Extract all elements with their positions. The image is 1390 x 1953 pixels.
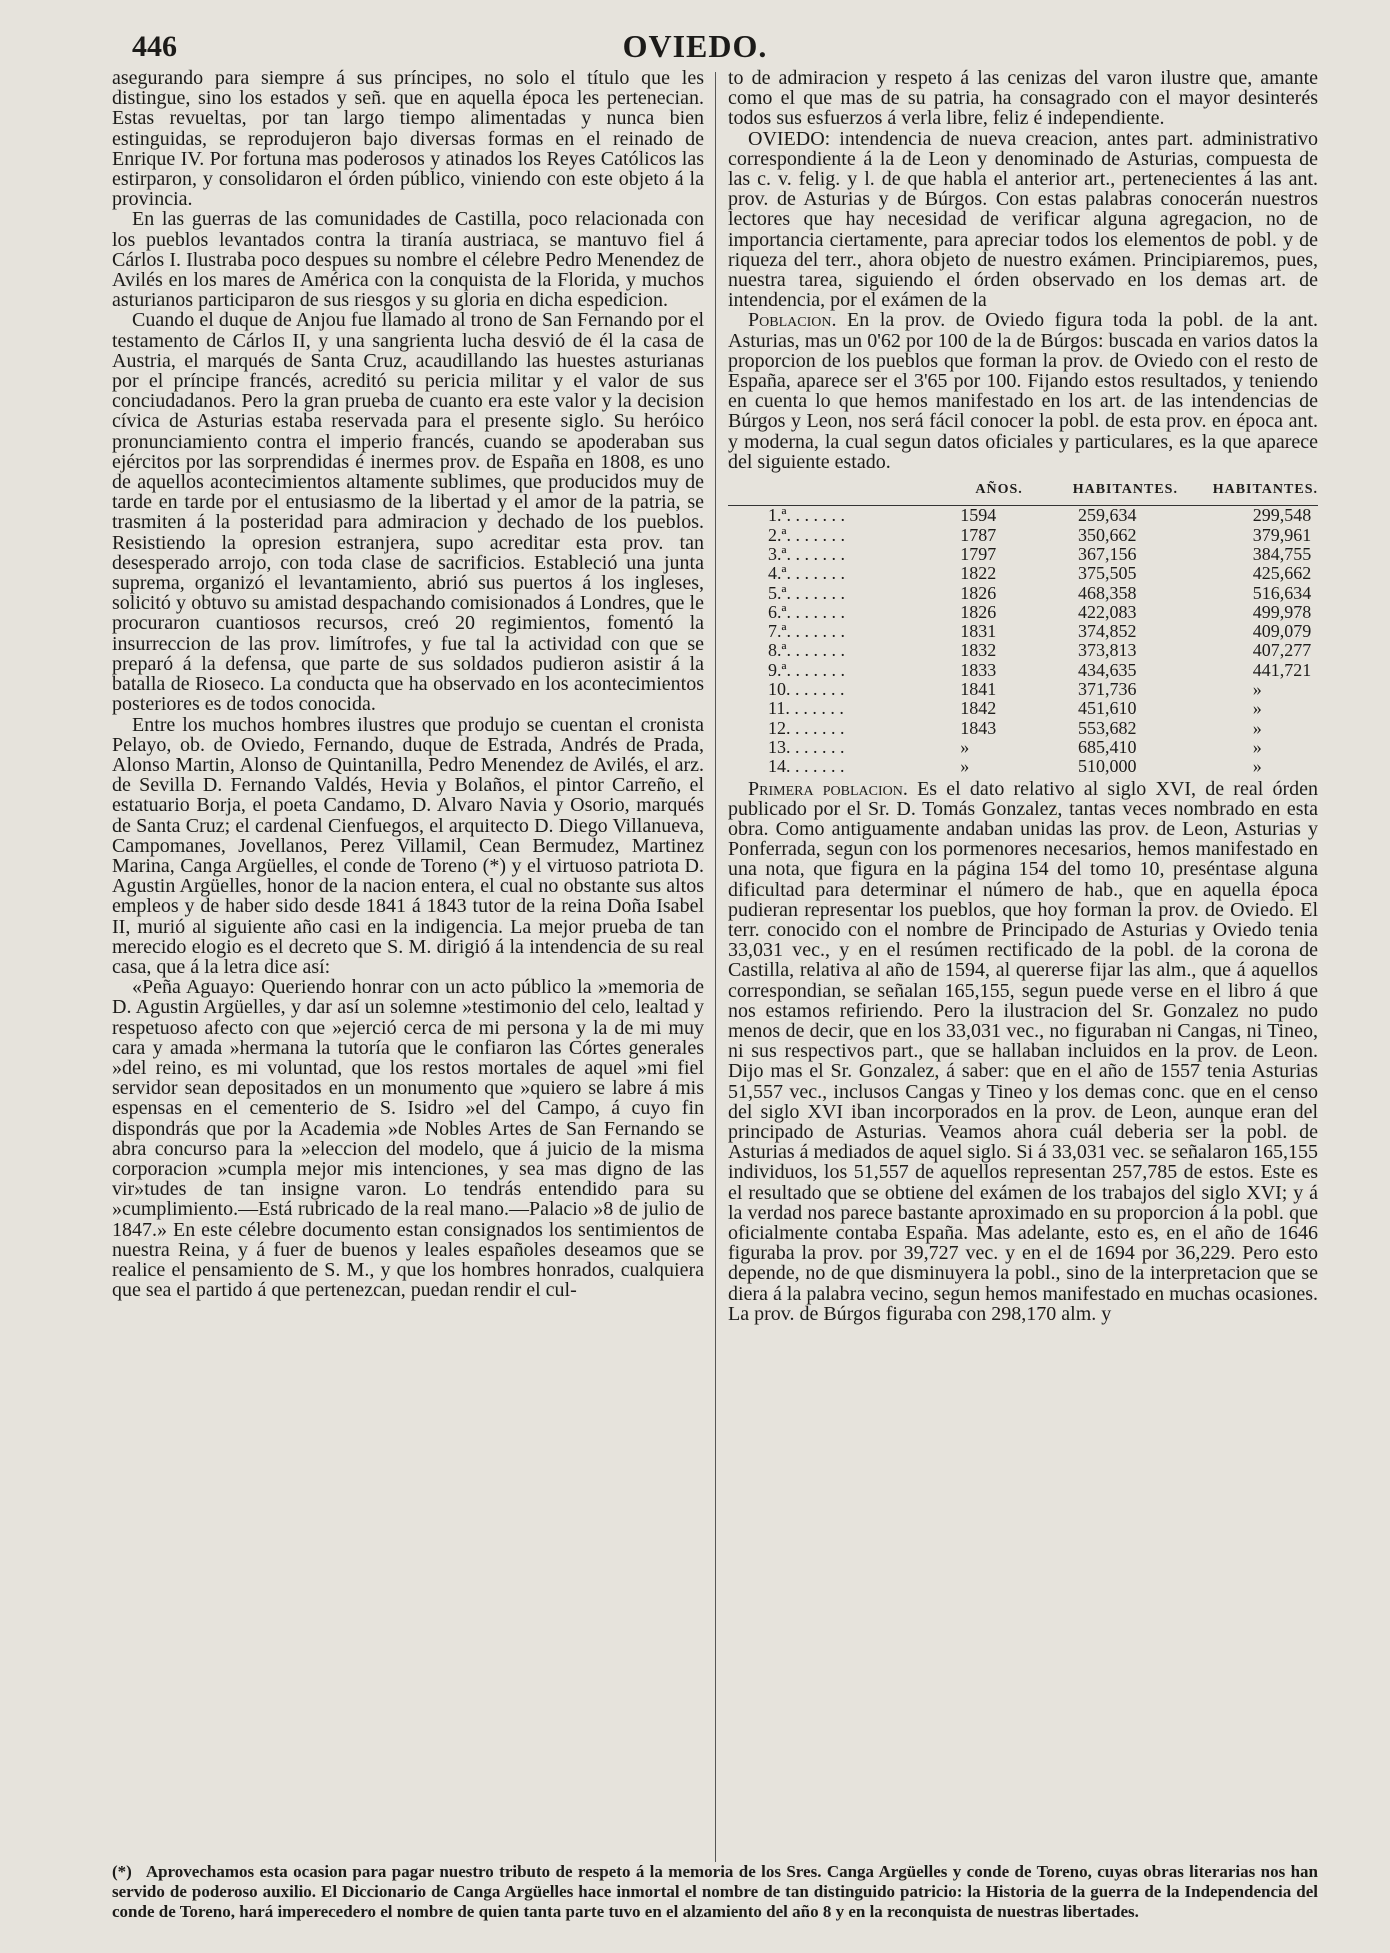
paragraph-text: Es el dato relativo al siglo XVI, de real órden publicado por el Sr. D. Tomás Gonzalez, tantas veces nombrado en esta obra. Como antiguamente andaban unidas las prov. de Leon, Asturias y Ponferrada, segun con los pormenores necesarios, hemos manifestado en una nota, que figura en la página 154 del tomo 10, preséntase alguna dificultad para determinar el número de hab., que en aquella época pudieran representar los pueblos, que hoy forman la prov. de Oviedo. El terr. conocido con el nombre de Principado de Asturias y Oviedo tenia 33,031 vec., y en el resúmen rectificado de la pobl. de la corona de Castilla, relativa al año de 1594, al quererse fijar las alm., que á aquellos correspondian, se señalan 165,155, segun puede verse en el libro á que nos estamos refiriendo. Pero la ilustracion del Sr. Gonzalez no pudo menos de decir, que en los 33,031 vec., no figuraban ni Cangas, ni Tineo, ni sus respectivos part., que se hallaban incluidos en la prov. de Leon. Dijo mas el Sr. Gonzalez, á saber: que en el año de 1557 tenia Asturias 51,557 vec., inclusos Cangas y Tineo y los demas conc. que en el censo del siglo XVI iban incorporados en la prov. de Leon, aunque eran del principado de Asturias. Veamos ahora cuál deberia ser la pobl. de Asturias á mediados de aquel siglo. Si á 33,031 vec. se señalaron 165,155 individuos, los 51,557 de aquellos representan 257,785 de estos. Este es el resultado que se obtiene del exámen de los trabajos del siglo XVI; y á la verdad nos parece bastante aproximado en su proporcion á la pobl. que oficialmente contaba España. Mas adelante, esto es, en el año de 1646 figuraba la prov. por 39,727 vec. y en el de 1694 por 36,229. Pero esto depende, no de que disminuyera la pobl., sino de la interpretacion que se diera á la palabra vecino, segun hemos manifestado en muchas ocasiones. La prov. de Búrgos figuraba con 298,170 alm. y bbox=[728, 777, 1318, 1325]
table-cell: 14. . . . . . . bbox=[768, 756, 845, 777]
population-table bbox=[728, 480, 1318, 776]
table-row bbox=[728, 545, 1318, 564]
table-cell: 367,156 bbox=[1077, 543, 1137, 564]
table-row bbox=[728, 603, 1318, 622]
column-divider bbox=[715, 72, 716, 1862]
page-header bbox=[0, 24, 1390, 68]
table-cell: » bbox=[960, 736, 970, 757]
table-cell: 12. . . . . . . bbox=[768, 717, 845, 738]
table-cell: 11. . . . . . . bbox=[768, 698, 844, 719]
table-cell: 1841 bbox=[960, 679, 997, 700]
table-cell: » bbox=[1252, 756, 1262, 777]
paragraph: En las guerras de las comunidades de Castilla, poco relacionada con los pueblos levantados contra la tiranía austriaca, se mantuvo fiel á Cárlos I. Ilustraba poco despues su nombre el célebre Pedro Menendez de Avilés en los mares de América con la conquista de la Florida, y muchos asturianos participaron de sus riesgos y su gloria en dicha espedicion. bbox=[112, 208, 704, 312]
page-number: 446 bbox=[132, 30, 177, 63]
table-cell: 5.ª. . . . . . . bbox=[768, 582, 845, 603]
table-cell: 468,358 bbox=[1077, 582, 1137, 603]
table-cell: 499,978 bbox=[1252, 601, 1312, 622]
table-row bbox=[728, 641, 1318, 660]
paragraph: Entre los muchos hombres ilustres que produjo se cuentan el cronista Pelayo, ob. de Oviedo, Fernando, duque de Estrada, Andrés de Prada, Alonso Martin, Alonso de Quintanilla, Pedro Menendez de Avilés, el arz. de Sevilla D. Fernando Valdés, Hevia y Bolaños, el pintor Carreño, el estatuario Borja, el poeta Candamo, D. Alvaro Navia y Osorio, marqués de Santa Cruz; el cardenal Cienfuegos, el arquitecto D. Diego Villanueva, Campomanes, Jovellanos, Perez Villamil, Cean Bermudez, Martinez Marina, Canga Argüelles, el conde de Toreno (*) y el virtuoso patriota D. Agustin Argüelles, honor de la nacion entera, el cual no obstante sus altos empleos y de haber sido desde 1841 á 1843 tutor de la reina Doña Isabel II, murió al siguiente año casi en la indigencia. La mejor prueba de tan merecido elogio es el decreto que S. M. dirigió á la intendencia de su real casa, que á la letra dice así: bbox=[112, 713, 704, 978]
table-cell: 1833 bbox=[960, 659, 997, 680]
table-row bbox=[728, 719, 1318, 738]
paragraph bbox=[728, 68, 1318, 129]
quoted-decree: «Peña Aguayo: Queriendo honrar con un acto público la »memoria de D. Agustin Argüelles, y dar así un solemne »testimonio del celo, lealtad y respetuoso afecto con que »ejerció cerca de mi persona y la de mi muy cara y amada »hermana la tutoría que le confiaron las Córtes generales »del reino, es mi voluntad, que los restos mortales de aquel »mi fiel servidor sean depositados en un monumento que »quiero se labre á mis espensas en el cementerio de S. Isidro »el del Campo, á cuyo fin dispondrás que por la Academia »de Nobles Artes de San Fernando se abra concurso para la »eleccion del modelo, que á juicio de la misma corporacion »cumpla mejor mis intenciones, y sea mas digno de las vir»tudes de tan insigne varon. Lo tendrás entendido para su »cumplimiento.—Está rubricado de la real mano.—Palacio »8 de julio de 1847.» En este célebre documento estan consignados los sentimientos de nuestra Reina, y á fuer de buenos y leales españoles deseamos que se realice el pensamiento de S. M., y que los hombres honrados, cualquiera que sea el partido á que pertenezcan, puedan rendir el cul- bbox=[112, 976, 704, 1302]
table-cell: 6.ª. . . . . . . bbox=[768, 601, 845, 622]
section-lead: OVIEDO: bbox=[748, 127, 831, 150]
table-header-cell bbox=[728, 480, 960, 506]
table-cell: 510,000 bbox=[1077, 756, 1137, 777]
paragraph-text: intendencia de nueva creacion, antes part. administrativo correspondiente á la de Leon y denominado de Asturias, compuesta de las c. v. felig. y l. de que habla el anterior art., pertenecientes á las ant. prov. de Asturias y de Búrgos. Con estas palabras conocerán nuestros lectores que hay necesidad de verificar alguna agregacion, no de importancia ciertamente, para apreciar todos los elementos de pobl. y de riqueza del terr., ahora objeto de nuestro exámen. Principiaremos, pues, nuestra tarea, siguiendo el órden observado en los demas art. de intendencia, por el exámen de la bbox=[728, 127, 1318, 312]
table-cell: 13. . . . . . . bbox=[768, 736, 845, 757]
table-cell: 1797 bbox=[960, 543, 997, 564]
table-cell: 441,721 bbox=[1252, 659, 1312, 680]
table-cell: 1826 bbox=[960, 601, 997, 622]
table-row bbox=[728, 506, 1318, 526]
table-cell: 1843 bbox=[960, 717, 997, 738]
table-cell: 375,505 bbox=[1077, 563, 1137, 584]
table-cell: » bbox=[960, 756, 970, 777]
paragraph-text: En la prov. de Oviedo figura toda la pobl. de la ant. Asturias, mas un 0'62 por 100 de la de Búrgos: buscada en varios datos la proporcion de los pueblos que forman la prov. de Oviedo con el resto de España, aparece ser el 3'65 por 100. Fijando estos resultados, y teniendo en cuenta lo que hemos manifestado en los art. de las intendencias de Búrgos y Leon, nos será fácil conocer la pobl. de esta prov. en época ant. y moderna, la cual segun datos oficiales y particulares, es la que aparece del siguiente estado. bbox=[728, 309, 1318, 473]
paragraph: asegurando para siempre á sus príncipes, no solo el título que les distingue, sino los estados y señ. que en aquella época les pertenecian. Estas revueltas, por tan largo tiempo alimentadas y nunca bien estinguidas, se reprodujeron bajo diversas formas en el reinado de Enrique IV. Por fortuna mas poderosos y atinados los Reyes Católicos las estirparon, y consolidaron el órden público, viniendo con este objeto á la provincia. bbox=[112, 67, 704, 211]
footnote-text: Aprovechamos esta ocasion para pagar nuestro tributo de respeto á la memoria de los Sres. Canga Argüelles y conde de Toreno, cuyas obras literarias nos han servido de poderoso auxilio. El Diccionario de Canga Argüelles hace inmortal el nombre de tan distinguido patricio: la Historia de la guerra de la Independencia del conde de Toreno, hará imperecedero el nombre de quien tanta parte tuvo en el alzamiento del año 8 y en la reconquista de nuestras libertades. bbox=[112, 1862, 1318, 1921]
table-cell: 516,634 bbox=[1252, 582, 1312, 603]
table-cell: 374,852 bbox=[1077, 621, 1137, 642]
table-row bbox=[728, 661, 1318, 680]
table-cell: » bbox=[1252, 736, 1262, 757]
table-header-cell: HABITANTES. bbox=[1038, 480, 1213, 506]
table-header-row bbox=[728, 480, 1318, 506]
paragraph bbox=[728, 310, 1318, 472]
table-row bbox=[728, 738, 1318, 757]
table-cell: 2.ª. . . . . . . bbox=[768, 524, 845, 545]
table-cell: 373,813 bbox=[1077, 640, 1137, 661]
table-cell: 371,736 bbox=[1077, 679, 1137, 700]
footnote-mark: (*) bbox=[112, 1862, 132, 1881]
table-cell: » bbox=[1252, 679, 1262, 700]
table-row bbox=[728, 564, 1318, 583]
table-cell: 259,634 bbox=[1077, 505, 1137, 526]
table-cell: 4.ª. . . . . . . bbox=[768, 563, 845, 584]
table-cell: 1842 bbox=[960, 698, 997, 719]
table-cell: 9.ª. . . . . . . bbox=[768, 659, 845, 680]
table-row bbox=[728, 584, 1318, 603]
left-column bbox=[112, 68, 704, 1300]
section-lead: Primera poblacion. bbox=[748, 777, 908, 800]
table-header-cell: HABITANTES. bbox=[1213, 480, 1318, 506]
table-cell: 3.ª. . . . . . . bbox=[768, 543, 845, 564]
table-cell: 1.ª. . . . . . . bbox=[768, 505, 845, 526]
table-cell: » bbox=[1252, 717, 1262, 738]
paragraph-text: to de admiracion y respeto á las cenizas del varon ilustre que, amante como el que mas de su patria, ha consagrado con el mayor desinterés todos sus esfuerzos á verla libre, feliz é independiente. bbox=[728, 67, 1318, 130]
table-cell: 409,079 bbox=[1252, 621, 1312, 642]
table-cell: 407,277 bbox=[1252, 640, 1312, 661]
table-cell: 1822 bbox=[960, 563, 997, 584]
table-row bbox=[728, 526, 1318, 545]
table-cell: 434,635 bbox=[1077, 659, 1137, 680]
table-cell: 1594 bbox=[960, 505, 997, 526]
table-cell: 451,610 bbox=[1077, 698, 1137, 719]
table-cell: 8.ª. . . . . . . bbox=[768, 640, 845, 661]
table-row bbox=[728, 757, 1318, 776]
table-cell: 379,961 bbox=[1252, 524, 1312, 545]
section-lead: Poblacion. bbox=[748, 309, 837, 332]
page-title: OVIEDO. bbox=[622, 28, 768, 64]
table-cell: » bbox=[1252, 698, 1262, 719]
paragraph bbox=[728, 779, 1318, 1324]
table-cell: 1831 bbox=[960, 621, 997, 642]
footnote bbox=[112, 1862, 1318, 1922]
table-cell: 1787 bbox=[960, 524, 997, 545]
paragraph bbox=[728, 129, 1318, 311]
table-cell: 1832 bbox=[960, 640, 997, 661]
right-column bbox=[728, 68, 1318, 1324]
table-header-cell: AÑOS. bbox=[960, 480, 1038, 506]
table-row bbox=[728, 699, 1318, 718]
table-cell: 1826 bbox=[960, 582, 997, 603]
table-cell: 350,662 bbox=[1077, 524, 1137, 545]
table-cell: 422,083 bbox=[1077, 601, 1137, 622]
table-cell: 553,682 bbox=[1077, 717, 1137, 738]
table-cell: 7.ª. . . . . . . bbox=[768, 621, 845, 642]
table-row bbox=[728, 622, 1318, 641]
table-cell: 384,755 bbox=[1252, 543, 1312, 564]
table-cell: 299,548 bbox=[1252, 505, 1312, 526]
table-cell: 685,410 bbox=[1077, 736, 1137, 757]
paragraph: Cuando el duque de Anjou fue llamado al trono de San Fernando por el testamento de Cárlos II, y una sangrienta lucha desvió de él la casa de Austria, el marqués de Santa Cruz, acaudillando las huestes asturianas por el príncipe francés, acreditó su pericia militar y el valor de sus conciudadanos. Pero la gran prueba de cuanto era este valor y la decision cívica de Asturias estaba reservada para el presente siglo. Su heróico pronunciamiento contra el imperio francés, cuando se apoderaban sus ejércitos por las sorprendidas é inermes prov. de España en 1808, es uno de aquellos acontecimientos altamente sublimes, que producidos muy de tarde en tarde por el entusiasmo de la libertad y el amor de la patria, se trasmiten á la posteridad para admiracion y dechado de los pueblos. Resistiendo la opresion estranjera, supo acreditar esta prov. tan desesperado arrojo, con toda clase de sacrificios. Estableció una junta suprema, organizó el levantamiento, abrió sus puertos á los ingleses, solicitó y obtuvo su amistad despachando comisionados á Londres, que le procuraron cuantiosos recursos, creó 20 regimientos, fomentó la insurreccion de las prov. limítrofes, y fue tal la actividad con que se preparó á la defensa, que parte de sus soldados pudieron asistir á la batalla de Rioseco. La conducta que ha observado en los acontecimientos posteriores es de todos conocida. bbox=[112, 309, 704, 716]
table-row bbox=[728, 680, 1318, 699]
table-cell: 425,662 bbox=[1252, 563, 1312, 584]
table-cell: 10. . . . . . . bbox=[768, 679, 845, 700]
